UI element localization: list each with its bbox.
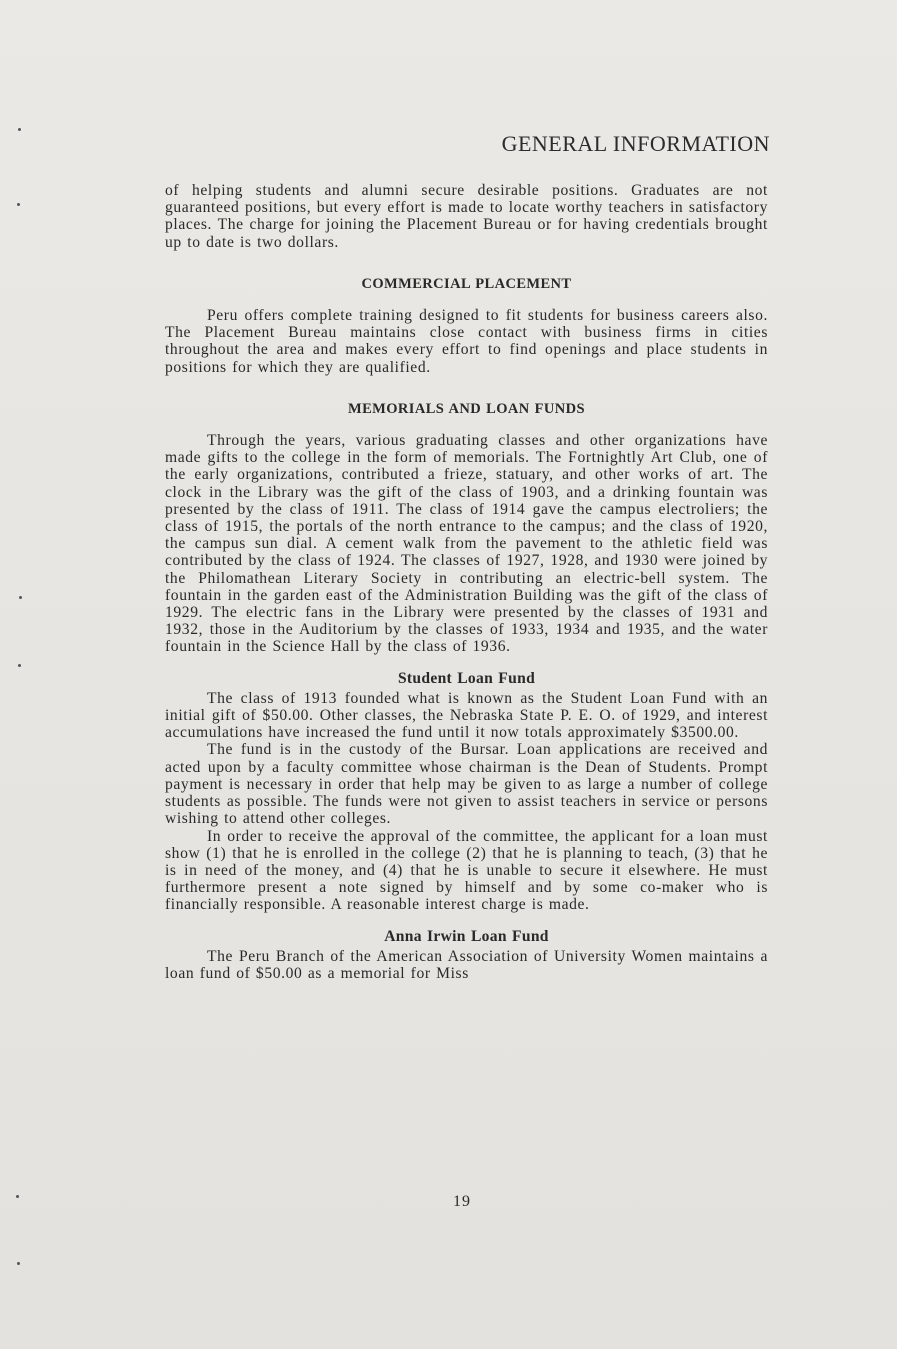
margin-speck bbox=[16, 1195, 19, 1198]
anna-irwin-heading: Anna Irwin Loan Fund bbox=[384, 927, 549, 945]
page-number: 19 bbox=[453, 1193, 471, 1210]
commercial-placement-paragraph: Peru offers complete training designed to fit students for business careers also. The Placement Bureau maintains close contact with business firms in cities throughout the area and makes every effort to find openings and place students in positions for which they are qualified. bbox=[165, 307, 768, 376]
memorials-paragraph: Through the years, various graduating classes and other organizations have made gifts to the college in the form of memorials. The Fortnightly Art Club, one of the early organizations, contributed a frieze, statuary, and other works of art. The clock in the Library was the gift of the class of 1903, and a drinking fountain was presented by the class of 1911. The class of 1914 gave the campus electroliers; the class of 1915, the portals of the north entrance to the campus; and the class of 1920, the campus sun dial. A cement walk from the pavement to the athletic field was contributed by the class of 1924. The classes of 1927, 1928, and 1930 were joined by the Philomathean Literary Society in contributing an electric-bell system. The fountain in the garden east of the Administration Building was the gift of the class of 1929. The electric fans in the Library were presented by the classes of 1931 and 1932, those in the Auditorium by the classes of 1933, 1934 and 1935, and the water fountain in the Science Hall by the class of 1936. bbox=[165, 432, 768, 656]
margin-speck bbox=[18, 128, 21, 131]
intro-paragraph: of helping students and alumni secure desirable positions. Graduates are not guaranteed positions, but every effort is made to locate worthy teachers in satisfactory places. The charge for joining the Placement Bureau or for having credentials brought up to date is two dollars. bbox=[165, 182, 768, 251]
student-loan-heading: Student Loan Fund bbox=[397, 669, 536, 687]
anna-irwin-paragraph: The Peru Branch of the American Association of University Women maintains a loan fund of $50.00 as a memorial for Miss bbox=[165, 947, 768, 982]
margin-speck bbox=[17, 203, 20, 206]
running-head: GENERAL INFORMATION bbox=[501, 131, 770, 156]
student-loan-paragraph-1: The class of 1913 founded what is known as the Student Loan Fund with an initial gift of $50.00. Other classes, the Nebraska State P. E. O. of 1929, and interest accumulations have increased the fund until it now totals approximately $3500.00. bbox=[165, 689, 768, 742]
student-loan-paragraph-3: In order to receive the approval of the committee, the applicant for a loan must show (1) that he is enrolled in the college (2) that he is planning to teach, (3) that he is in need of the money, and (4) that he is unable to secure it elsewhere. He must furthermore present a note signed by himself and by some co-maker who is financially responsible. A reasonable interest charge is made. bbox=[165, 827, 768, 914]
page-body bbox=[165, 182, 768, 982]
memorials-heading: MEMORIALS AND LOAN FUNDS bbox=[348, 400, 585, 417]
margin-speck bbox=[19, 596, 22, 599]
margin-speck bbox=[17, 1262, 20, 1265]
margin-speck bbox=[18, 664, 21, 667]
student-loan-paragraph-2: The fund is in the custody of the Bursar. Loan applications are received and acted upon by a faculty committee whose chairman is the Dean of Students. Prompt payment is necessary in order that help may be given to as large a number of college students as possible. The funds were not given to assist teachers in service or persons wishing to attend other colleges. bbox=[165, 741, 768, 828]
commercial-placement-heading: COMMERCIAL PLACEMENT bbox=[361, 275, 572, 292]
